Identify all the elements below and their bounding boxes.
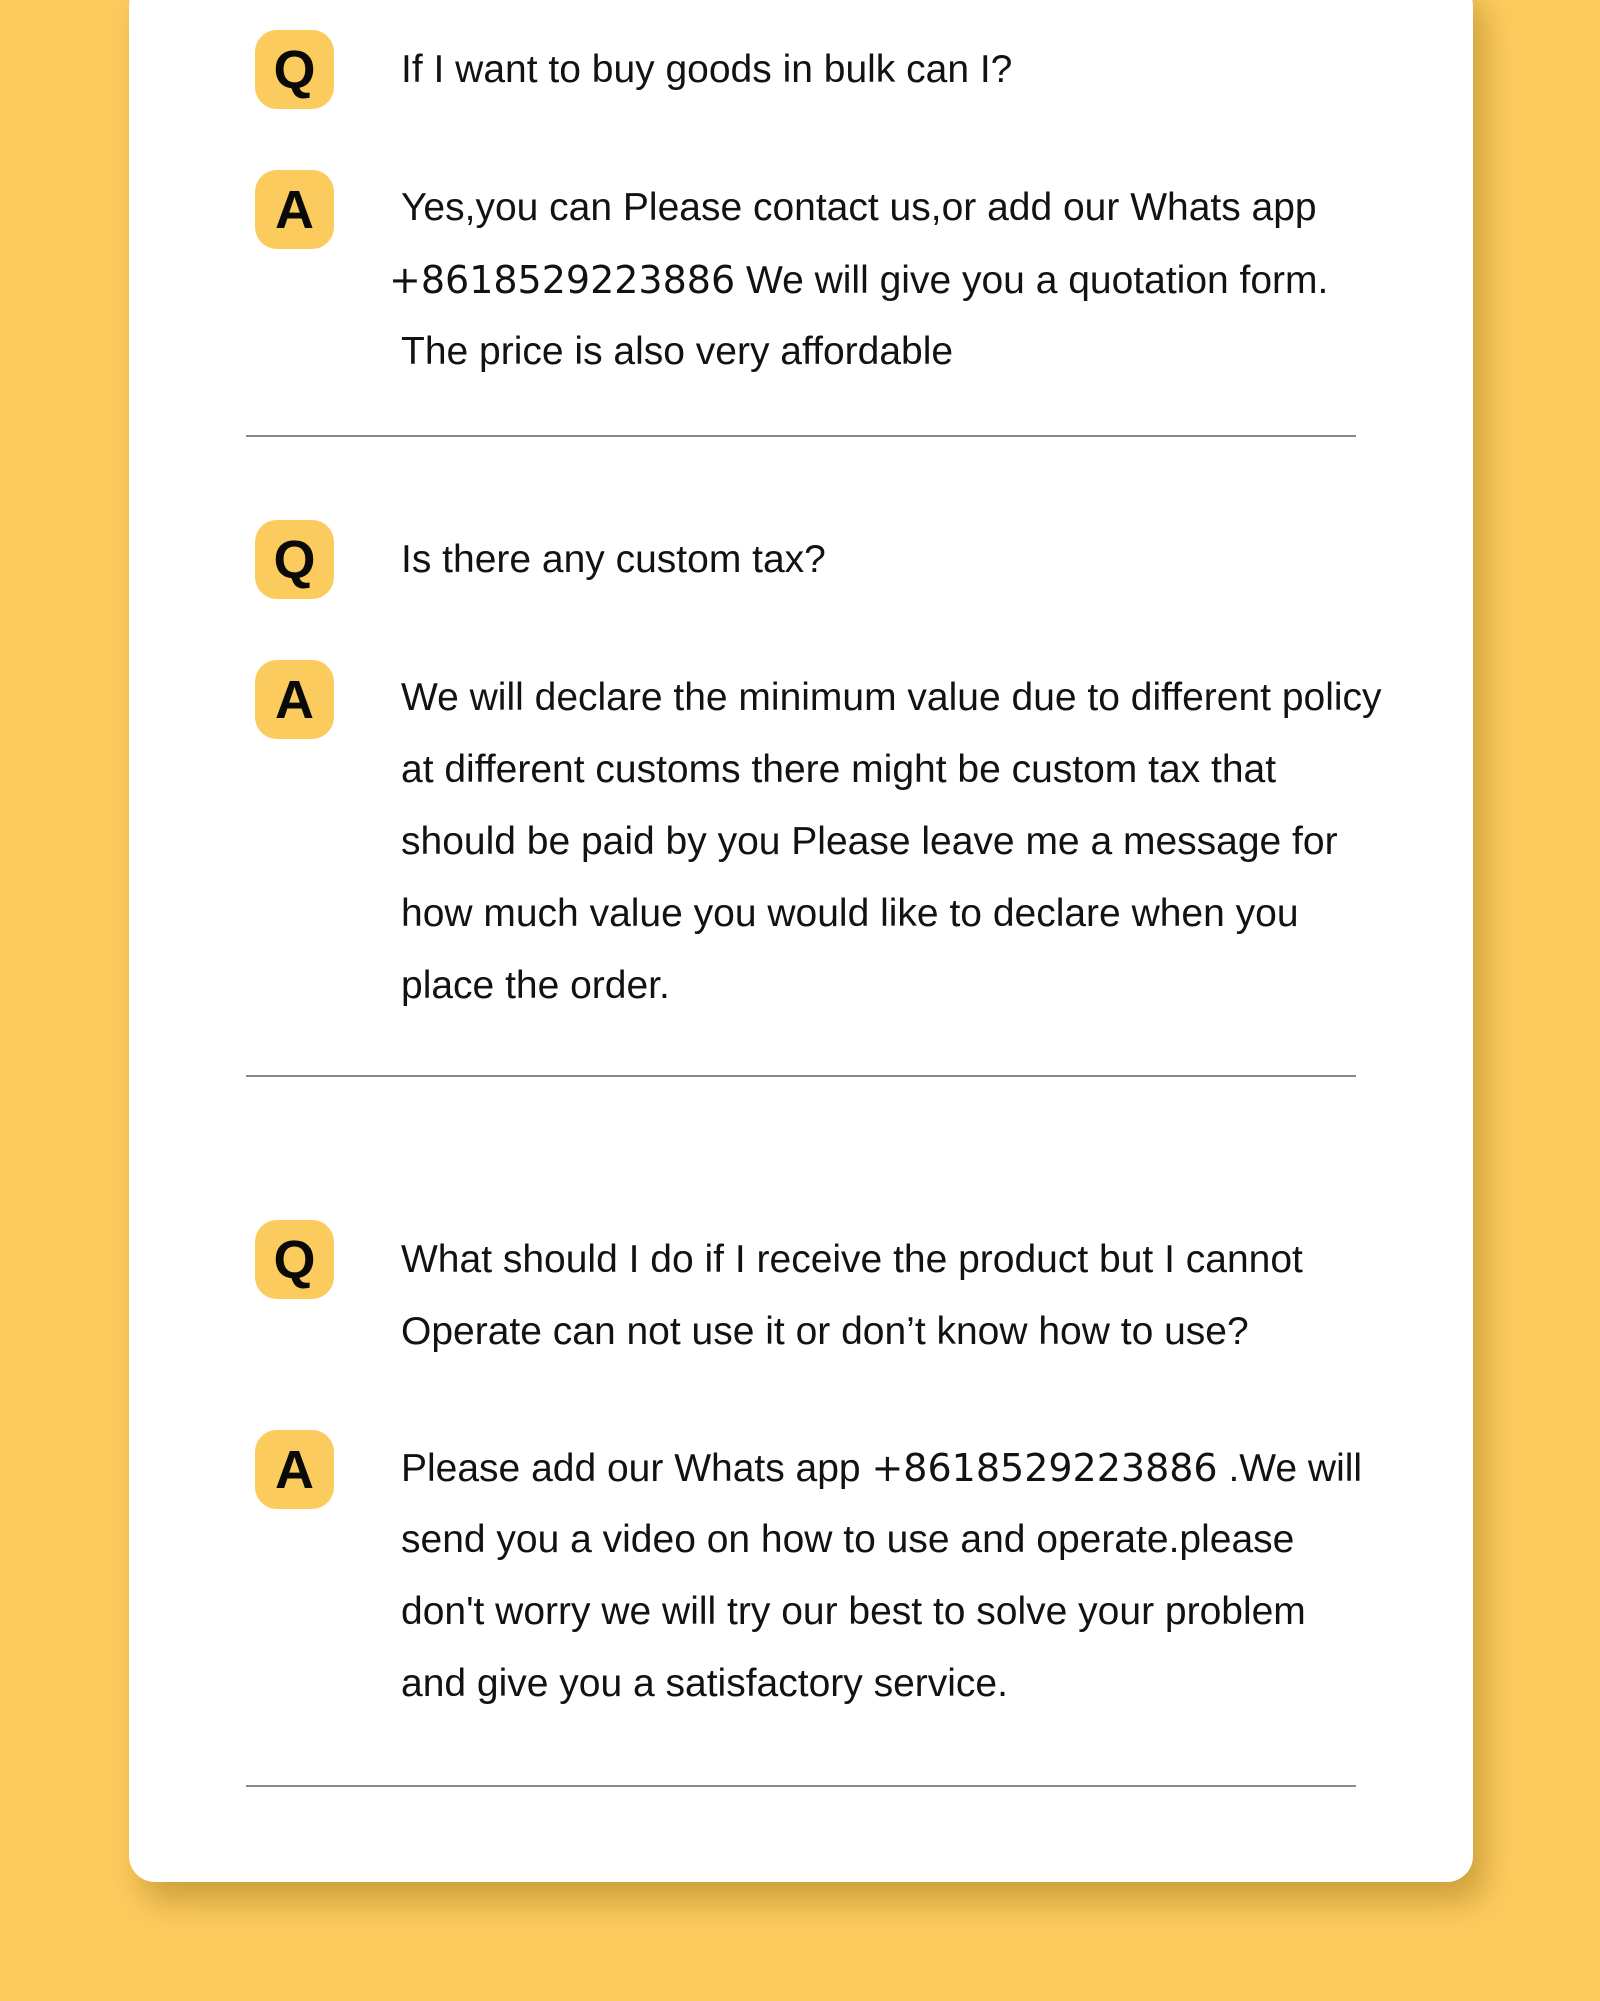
section-divider bbox=[246, 1785, 1356, 1787]
question-text: If I want to buy goods in bulk can I? bbox=[401, 48, 1013, 91]
answer-text-segment: We will give you a quotation form. bbox=[735, 259, 1329, 302]
question-badge: Q bbox=[255, 30, 334, 109]
answer-text-line: send you a video on how to use and operate.please bbox=[401, 1518, 1295, 1561]
question-badge: Q bbox=[255, 520, 334, 599]
question-badge: Q bbox=[255, 1220, 334, 1299]
question-text: What should I do if I receive the product but I cannot bbox=[401, 1238, 1303, 1281]
answer-badge: A bbox=[255, 170, 334, 249]
answer-text-line bbox=[389, 244, 1328, 317]
answer-text-line: and give you a satisfactory service. bbox=[401, 1662, 1008, 1705]
answer-badge: A bbox=[255, 1430, 334, 1509]
answer-text-line: at different customs there might be custom tax that bbox=[401, 748, 1277, 791]
answer-text-line: The price is also very affordable bbox=[401, 330, 954, 373]
answer-text-line: We will declare the minimum value due to different policy bbox=[401, 676, 1382, 719]
answer-text-line bbox=[401, 1432, 1362, 1505]
question-text: Is there any custom tax? bbox=[401, 538, 826, 581]
answer-text-line: how much value you would like to declare when you bbox=[401, 892, 1299, 935]
question-text: Operate can not use it or don’t know how to use? bbox=[401, 1310, 1249, 1353]
answer-text-segment: Please add our Whats app bbox=[401, 1447, 872, 1490]
whatsapp-number: +8618529223886 bbox=[871, 1446, 1218, 1490]
answer-text-line: Yes,you can Please contact us,or add our Whats app bbox=[401, 186, 1317, 229]
section-divider bbox=[246, 435, 1356, 437]
answer-text-segment: .We will bbox=[1217, 1447, 1363, 1490]
answer-badge: A bbox=[255, 660, 334, 739]
section-divider bbox=[246, 1075, 1356, 1077]
answer-text-line: should be paid by you Please leave me a message for bbox=[401, 820, 1338, 863]
answer-text-line: place the order. bbox=[401, 964, 670, 1007]
answer-text-line: don't worry we will try our best to solve your problem bbox=[401, 1590, 1306, 1633]
whatsapp-number: +8618529223886 bbox=[389, 258, 736, 302]
